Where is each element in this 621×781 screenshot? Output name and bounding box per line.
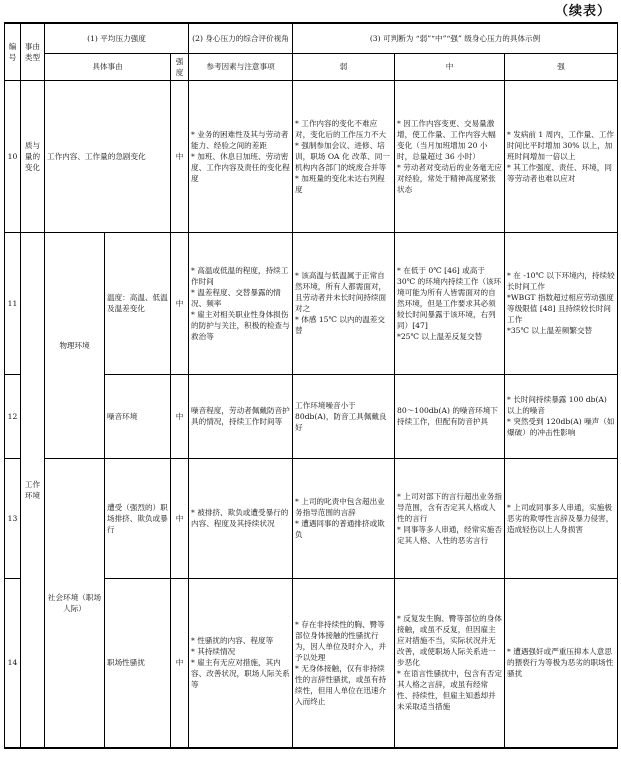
row-no: 11 — [5, 232, 21, 374]
row-strength: 中 — [171, 80, 189, 232]
header-no: 编号 — [5, 23, 21, 80]
row-no: 13 — [5, 458, 21, 578]
header-row-2 — [5, 53, 618, 80]
header-col3: (3) 可判断为 “弱”“中”“强” 级身心压力的具体示例 — [293, 23, 618, 53]
header-medium: 中 — [395, 53, 505, 80]
group-social-env: 社会环境（职场人际） — [45, 458, 105, 748]
group-work-env: 工作环境 — [21, 232, 45, 748]
row-factors: 噪音程度，劳动者佩戴防音护具的情况，持续工作时间等 — [189, 374, 293, 458]
row-strength: 中 — [171, 578, 189, 748]
row-item: 噪音环境 — [105, 374, 171, 458]
group-physical-env: 物理环境 — [45, 232, 105, 458]
row-medium: * 反复发生胸、臀等部位的身体接触，或虽不反复，但因雇主应对措施不当，实际状况并无改善，或使职场人际关系进一步恶化 * 在语言性骚扰中，包含有否定其人格之言辞，或虽有经常性、持续性，但雇主知悉却并未采取适当措施 — [395, 578, 505, 748]
row-item: 工作内容、工作量的急剧变化 — [45, 80, 171, 232]
row-factors: * 高温或低温的程度，持续工作时间 * 温差程度、交替暴露的情况、频率 * 雇主对相关职业性身体损伤的防护与关注，积极的检查与救治等 — [189, 232, 293, 374]
header-type: 事由类型 — [21, 23, 45, 80]
row-weak: * 该高温与低温属于正常自然环境，所有人都需面对，且劳动者并未长时间持续面对之 * 体感 15℃ 以内的温差交替 — [293, 232, 395, 374]
row-item: 职场性骚扰 — [105, 578, 171, 748]
row-weak: * 存在非持续性的胸、臀等部位身体接触的性骚扰行为，因人单位及时介入，并予以处理 * 无身体接触，仅有非持续性的言辞性骚扰，或虽有持续性，但用人单位在迅速介入而终止 — [293, 578, 395, 748]
row-medium: 80～100db(A) 的噪音环境下持续工作，但配有防音护具 — [395, 374, 505, 458]
row-strong: * 遭遇强奸或严重压抑本人意思的猥亵行为等极为恶劣的职场性骚扰 — [505, 578, 618, 748]
stress-table — [4, 22, 618, 749]
row-weak: 工作环境噪音小于 80db(A)，防音工具佩戴良好 — [293, 374, 395, 458]
row-medium: * 上司对部下的言行超出业务指导范围，含有否定其人格或人性的言行 * 同事等多人串通，经常实施否定其人格、人性的恶劣言行 — [395, 458, 505, 578]
row-factors: * 性骚扰的内容、程度等 * 其持续情况 * 雇主有无应对措施，其内容、改善状况，职场人际关系等 — [189, 578, 293, 748]
table-row — [5, 80, 618, 232]
header-factors: 参考因素与注意事项 — [189, 53, 293, 80]
row-type: 质与量的变化 — [21, 80, 45, 232]
header-col1: (1) 平均压力强度 — [45, 23, 189, 53]
row-medium: * 因工作内容变更、交易量激增，使工作量、工作内容大幅变化（当月加班增加 20 小时，总量超过 36 小时） * 劳动者对变动后的业务毫无应对经验，常处于精神高度紧张状态 — [395, 80, 505, 232]
table-row — [5, 232, 618, 374]
row-weak: * 工作内容的变化不难应对，变化后的工作压力不大 * 强制参加会议、进修、培训，职场 OA 化 改革、同一机构内各部门的统废合并等 * 加班量的变化未达右列程度 — [293, 80, 395, 232]
header-row-1 — [5, 23, 618, 53]
row-factors: * 业务的困难性及其与劳动者能力、经验之间的差距 * 加班、休息日加班、劳动密度、工作内容及责任的变化程度 — [189, 80, 293, 232]
header-weak: 弱 — [293, 53, 395, 80]
row-medium: * 在低于 0℃ [46] 或高于 30℃ 的环境内持续工作（该环境可能为所有人皆需面对的自然环境，但是工作要求其必须较长时间暴露于该环境，右列同）[47] *25℃ 以上温差反复交替 — [395, 232, 505, 374]
row-no: 12 — [5, 374, 21, 458]
row-factors: * 被排挤、欺负或遭受暴行的内容、程度及其持续状况 — [189, 458, 293, 578]
row-strong: * 上司或同事多人串通，实施极恶劣的欺辱性言辞及暴力侵害，造成轻伤以上人身损害 — [505, 458, 618, 578]
row-strong: * 长时间持续暴露 100 db(A) 以上的噪音 * 突然受到 120db(A) 噪声（如爆破）的冲击性影响 — [505, 374, 618, 458]
header-col2: (2) 身心压力的综合评价视角 — [189, 23, 293, 53]
table-row — [5, 458, 618, 578]
row-strength: 中 — [171, 232, 189, 374]
row-item: 温度：高温、低温及温差变化 — [105, 232, 171, 374]
row-strong: * 在 -10℃ 以下环境内，持续较长时间工作 *WBGT 指数超过相应劳动强度等级限值 [48] 且持续较长时间工作 *35℃ 以上温差频繁交替 — [505, 232, 618, 374]
row-strength: 中 — [171, 374, 189, 458]
row-strength: 中 — [171, 458, 189, 578]
row-no: 10 — [5, 80, 21, 232]
header-item: 具体事由 — [45, 53, 171, 80]
row-strong: * 发病前 1 周内，工作量、工作时间比平时增加 30% 以上，加班时间增加一倍以上 * 其工作强度、责任、环境，同等劳动者也难以应对 — [505, 80, 618, 232]
header-strong: 强 — [505, 53, 618, 80]
header-strength: 强度 — [171, 53, 189, 80]
continued-label: （续表） — [554, 4, 611, 19]
row-item: 遭受（强烈的）职场排挤、欺负或暴行 — [105, 458, 171, 578]
row-weak: * 上司的叱责中包含超出业务指导范围的言辞 * 遭遇同事的普通排挤或欺负 — [293, 458, 395, 578]
row-no: 14 — [5, 578, 21, 748]
